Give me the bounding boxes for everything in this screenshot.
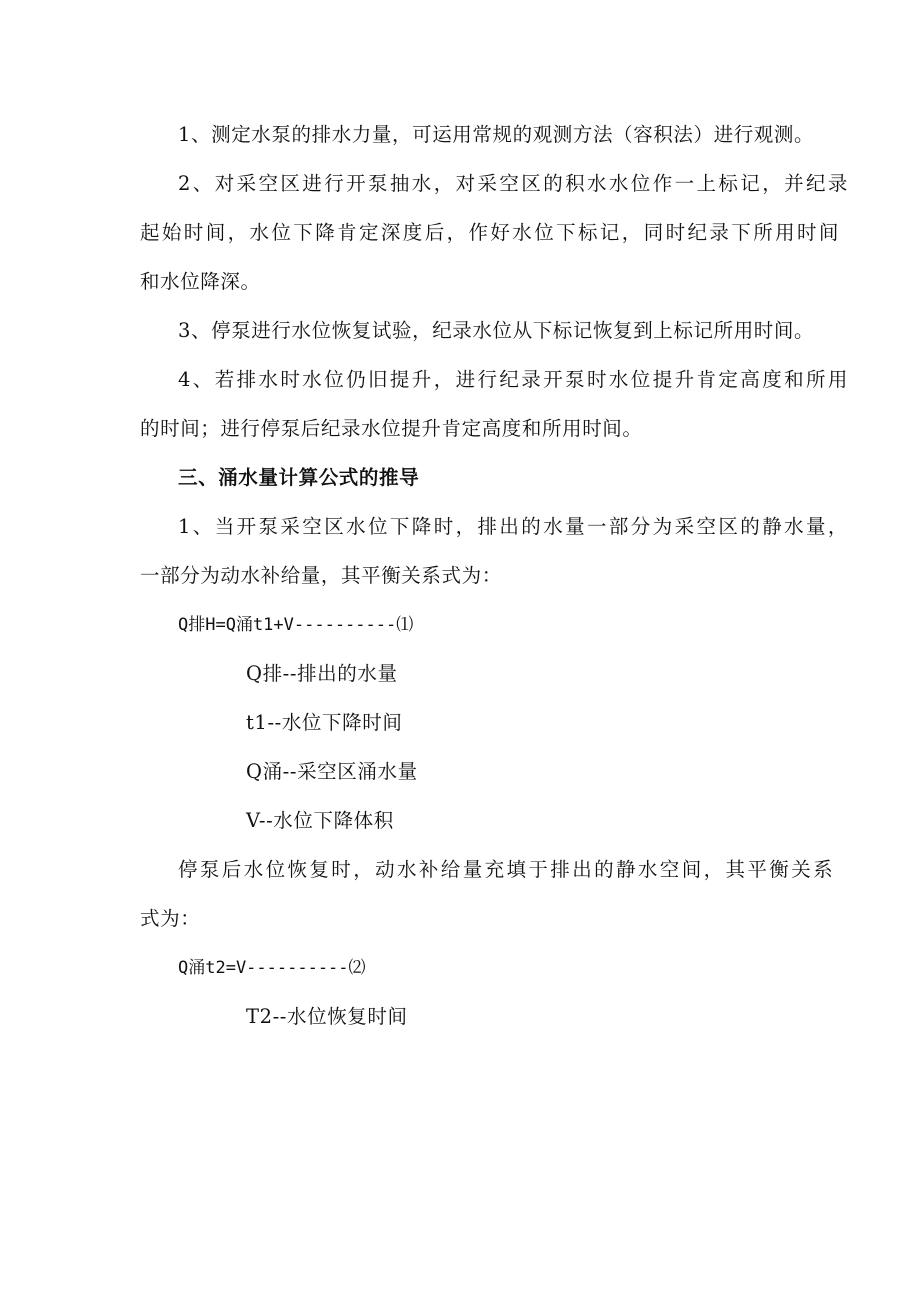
paragraph-4-line-2: 的时间；进行停泵后纪录水位提升肯定高度和所用时间。 bbox=[140, 417, 643, 440]
definition-t2: T2--水位恢复时间 bbox=[246, 1005, 408, 1028]
paragraph-5-line-2: 一部分为动水补给量，其平衡关系式为： bbox=[140, 564, 502, 587]
formula-1: Q排H=Q涌t1+V----------⑴ bbox=[178, 615, 414, 635]
paragraph-2-line-1: 2、对采空区进行开泵抽水，对采空区的积水水位作一上标记，并纪录 bbox=[178, 172, 850, 195]
paragraph-4-line-1: 4、若排水时水位仍旧提升，进行纪录开泵时水位提升肯定高度和所用 bbox=[178, 368, 850, 391]
definition-v: V--水位下降体积 bbox=[246, 809, 394, 832]
paragraph-6-line-2: 式为： bbox=[140, 907, 201, 930]
formula-2: Q涌t2=V----------⑵ bbox=[178, 958, 366, 978]
paragraph-2-line-2: 起始时间，水位下降肯定深度后，作好水位下标记，同时纪录下所用时间 bbox=[140, 221, 841, 244]
definition-q-yong: Q涌--采空区涌水量 bbox=[246, 760, 418, 783]
paragraph-6-line-1: 停泵后水位恢复时，动水补给量充填于排出的静水空间，其平衡关系 bbox=[178, 858, 836, 881]
paragraph-5-line-1: 1、当开泵采空区水位下降时，排出的水量一部分为采空区的静水量， bbox=[178, 515, 850, 538]
section-heading: 三、涌水量计算公式的推导 bbox=[178, 466, 420, 489]
paragraph-2-line-3: 和水位降深。 bbox=[140, 270, 261, 293]
paragraph-3: 3、停泵进行水位恢复试验，纪录水位从下标记恢复到上标记所用时间。 bbox=[178, 319, 815, 342]
definition-q-pai: Q排--排出的水量 bbox=[246, 662, 398, 685]
paragraph-1: 1、测定水泵的排水力量，可运用常规的观测方法（容积法）进行观测。 bbox=[178, 123, 815, 146]
definition-t1: t1--水位下降时间 bbox=[246, 711, 403, 734]
